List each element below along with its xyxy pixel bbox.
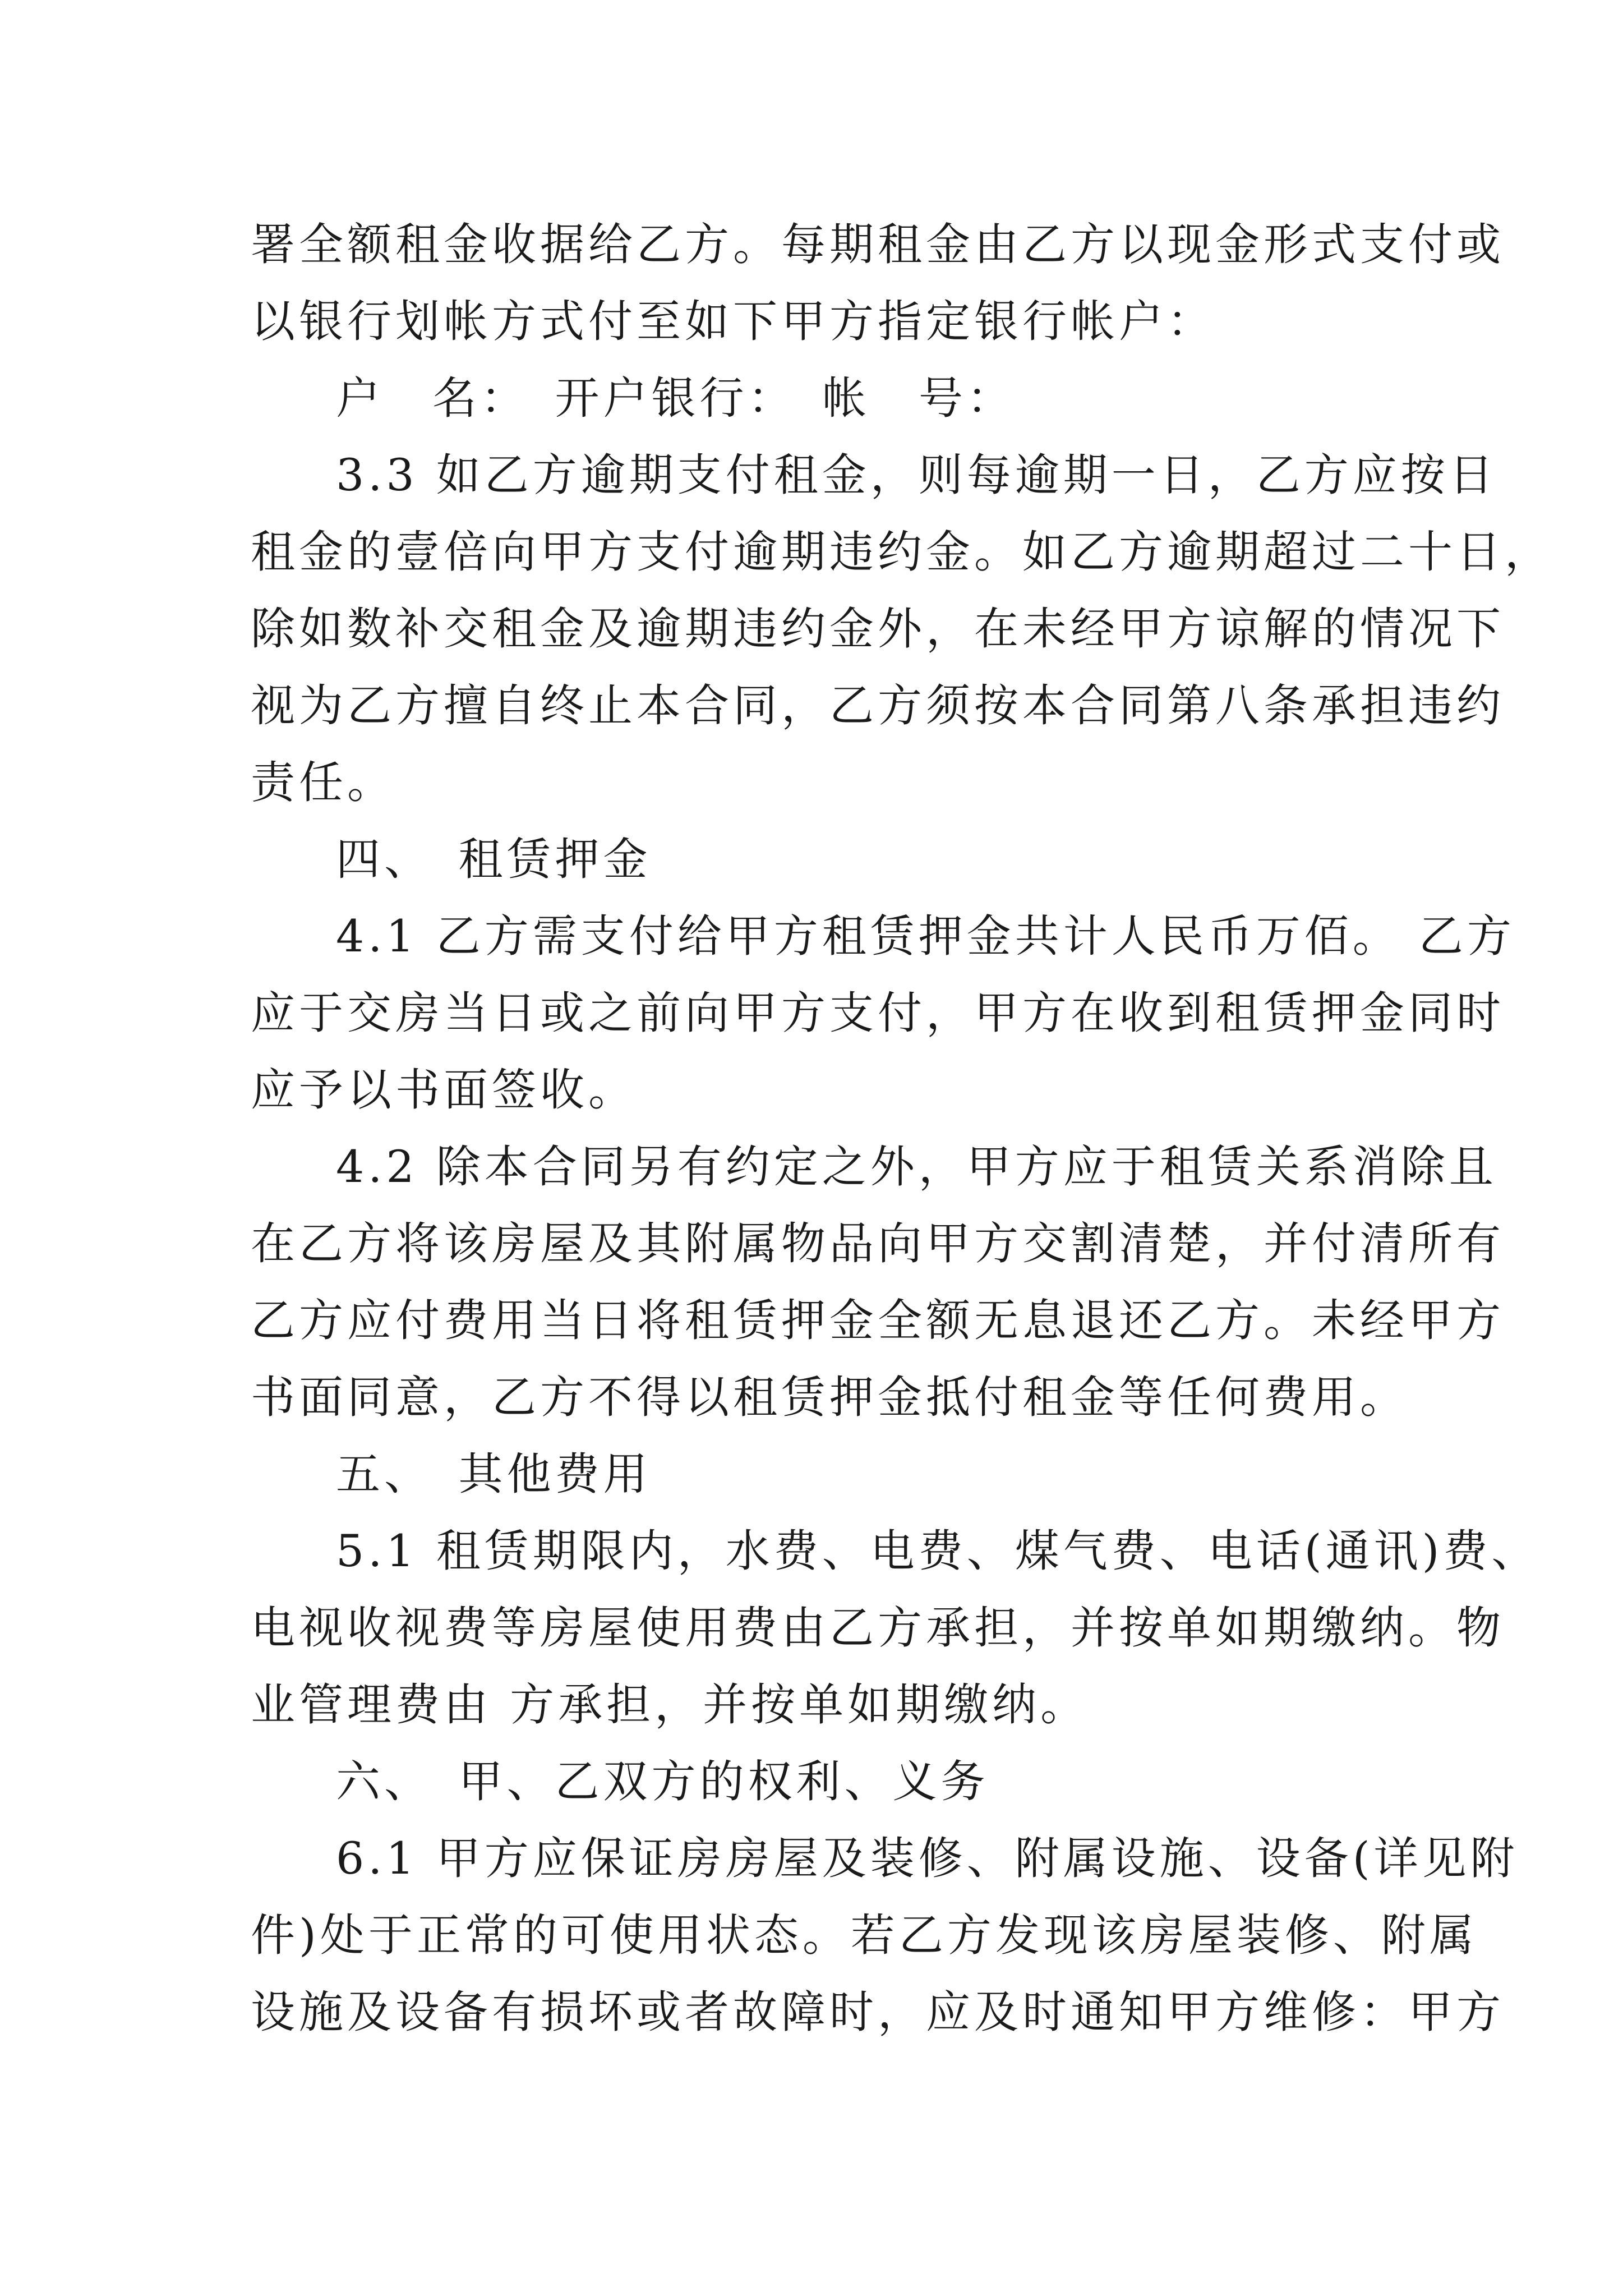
text-line: 户 名： 开户银行： 帐 号： (336, 372, 1015, 424)
text-line: 6.1 甲方应保证房房屋及装修、附属设施、设备(详见附 (336, 1833, 1519, 1884)
text-line: 设施及设备有损坏或者故障时，应及时通知甲方维修：甲方 (251, 1986, 1505, 2038)
text-line: 视为乙方擅自终止本合同，乙方须按本合同第八条承担违约 (251, 680, 1505, 731)
text-line: 书面同意，乙方不得以租赁押金抵付租金等任何费用。 (251, 1372, 1408, 1423)
text-line: 以银行划帐方式付至如下甲方指定银行帐户： (251, 296, 1215, 347)
text-line: 应予以书面签收。 (251, 1064, 637, 1116)
document-body (251, 206, 1553, 2051)
text-line: 租金的壹倍向甲方支付逾期违约金。如乙方逾期超过二十日， (251, 526, 1553, 578)
text-line: 署全额租金收据给乙方。每期租金由乙方以现金形式支付或 (251, 219, 1505, 270)
text-line: 4.2 除本合同另有约定之外，甲方应于租赁关系消除且 (336, 1141, 1497, 1193)
text-line: 在乙方将该房屋及其附属物品向甲方交割清楚，并付清所有 (251, 1218, 1505, 1269)
section-heading: 六、 甲、乙双方的权利、义务 (336, 1756, 989, 1807)
text-line: 3.3 如乙方逾期支付租金，则每逾期一日，乙方应按日 (336, 449, 1497, 501)
text-line: 5.1 租赁期限内，水费、电费、煤气费、电话(通讯)费、 (336, 1525, 1540, 1577)
text-line: 电视收视费等房屋使用费由乙方承担，并按单如期缴纳。物 (251, 1602, 1505, 1654)
text-line: 应于交房当日或之前向甲方支付，甲方在收到租赁押金同时 (251, 987, 1505, 1039)
text-line: 责任。 (251, 757, 395, 808)
section-heading: 四、 租赁押金 (336, 834, 652, 885)
text-line: 件)处于正常的可使用状态。若乙方发现该房屋装修、附属 (251, 1910, 1478, 1961)
text-line: 乙方应付费用当日将租赁押金全额无息退还乙方。未经甲方 (251, 1295, 1505, 1346)
section-heading: 五、 其他费用 (336, 1448, 652, 1500)
text-line: 业管理费由 方承担，并按单如期缴纳。 (251, 1679, 1089, 1731)
text-line: 4.1 乙方需支付给甲方租赁押金共计人民币万佰。 乙方 (336, 910, 1515, 962)
text-line: 除如数补交租金及逾期违约金外，在未经甲方谅解的情况下 (251, 603, 1505, 655)
